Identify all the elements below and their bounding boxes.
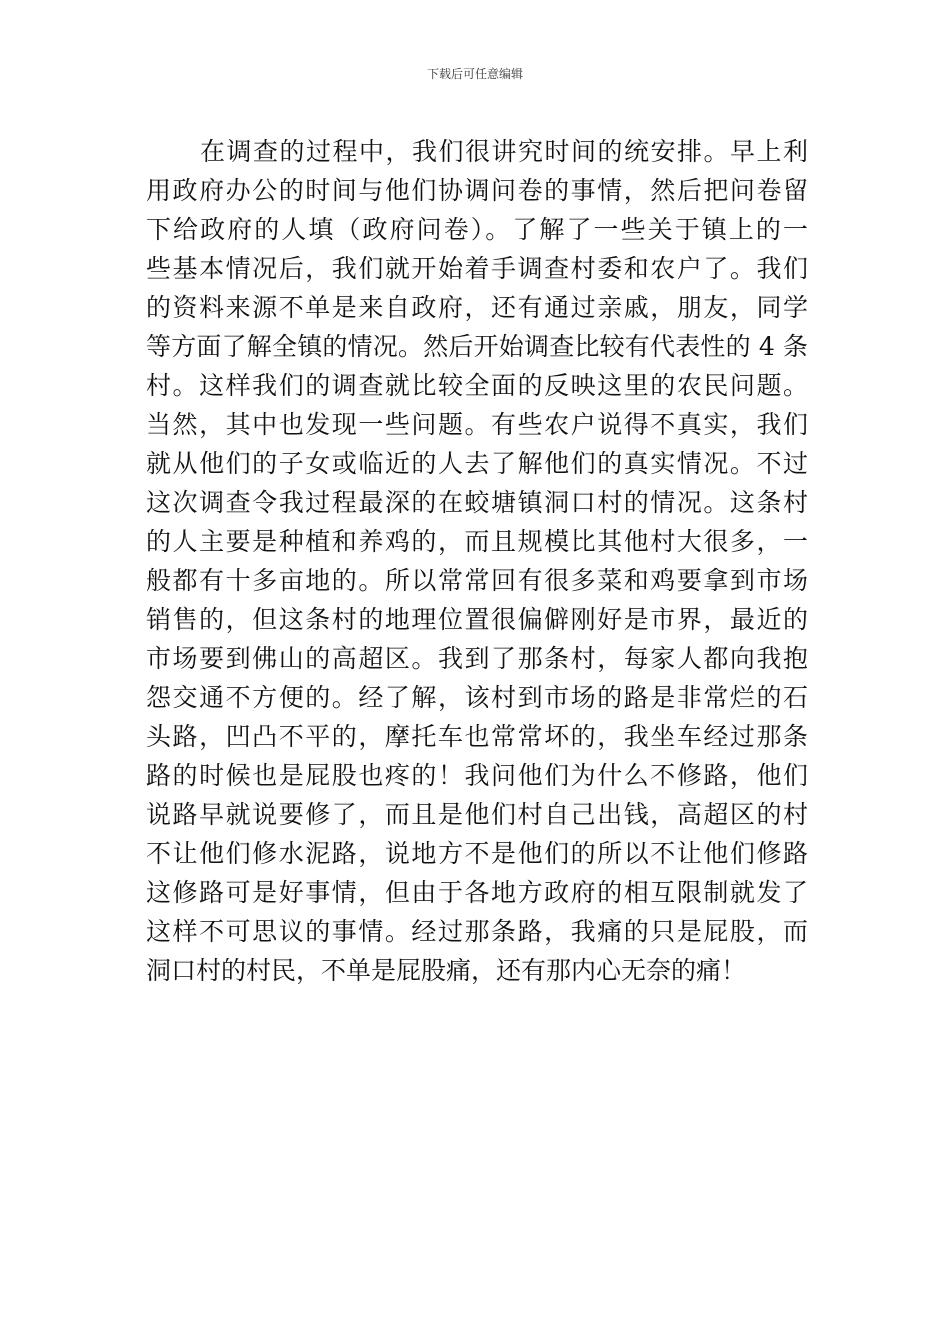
text-line: 在调查的过程中，我们很讲究时间的统安排。早上利 — [200, 137, 808, 166]
text-line: 销售的，但这条村的地理位置很偏僻刚好是市界，最近的 — [146, 605, 808, 634]
text-line: 洞口村的村民，不单是屁股痛，还有那内心无奈的痛！ — [146, 956, 747, 985]
text-line: 这修路可是好事情，但由于各地方政府的相互限制就发了 — [146, 878, 808, 907]
text-line: 就从他们的子女或临近的人去了解他们的真实情况。不过 — [146, 449, 808, 478]
text-line: 说路早就说要修了，而且是他们村自己出钱，高超区的村 — [146, 800, 808, 829]
text-line: 村。这样我们的调查就比较全面的反映这里的农民问题。 — [146, 371, 808, 400]
text-line: 的资料来源不单是来自政府，还有通过亲戚，朋友，同学 — [146, 293, 808, 322]
text-line: 这次调查令我过程最深的在蛟塘镇洞口村的情况。这条村 — [146, 488, 808, 517]
text-line: 的人主要是种植和养鸡的，而且规模比其他村大很多，一 — [146, 527, 808, 556]
text-line: 怨交通不方便的。经了解，该村到市场的路是非常烂的石 — [146, 683, 808, 712]
text-line: 这样不可思议的事情。经过那条路，我痛的只是屁股，而 — [146, 917, 808, 946]
text-line: 市场要到佛山的高超区。我到了那条村，每家人都向我抱 — [146, 644, 808, 673]
header-note: 下载后可任意编辑 — [426, 67, 523, 81]
text-line: 路的时候也是屁股也疼的！我问他们为什么不修路，他们 — [146, 761, 808, 790]
text-line: 不让他们修水泥路，说地方不是他们的所以不让他们修路 — [146, 839, 808, 868]
text-line: 等方面了解全镇的情况。然后开始调查比较有代表性的 4 条 — [146, 332, 808, 361]
text-line: 用政府办公的时间与他们协调问卷的事情，然后把问卷留 — [146, 176, 808, 205]
document-body — [146, 132, 808, 990]
text-line: 当然，其中也发现一些问题。有些农户说得不真实，我们 — [146, 410, 808, 439]
text-line: 般都有十多亩地的。所以常常回有很多菜和鸡要拿到市场 — [146, 566, 808, 595]
text-line: 些基本情况后，我们就开始着手调查村委和农户了。我们 — [146, 254, 808, 283]
text-line: 下给政府的人填（政府问卷）。了解了一些关于镇上的一 — [146, 215, 808, 244]
text-line: 头路，凹凸不平的，摩托车也常常坏的，我坐车经过那条 — [146, 722, 808, 751]
